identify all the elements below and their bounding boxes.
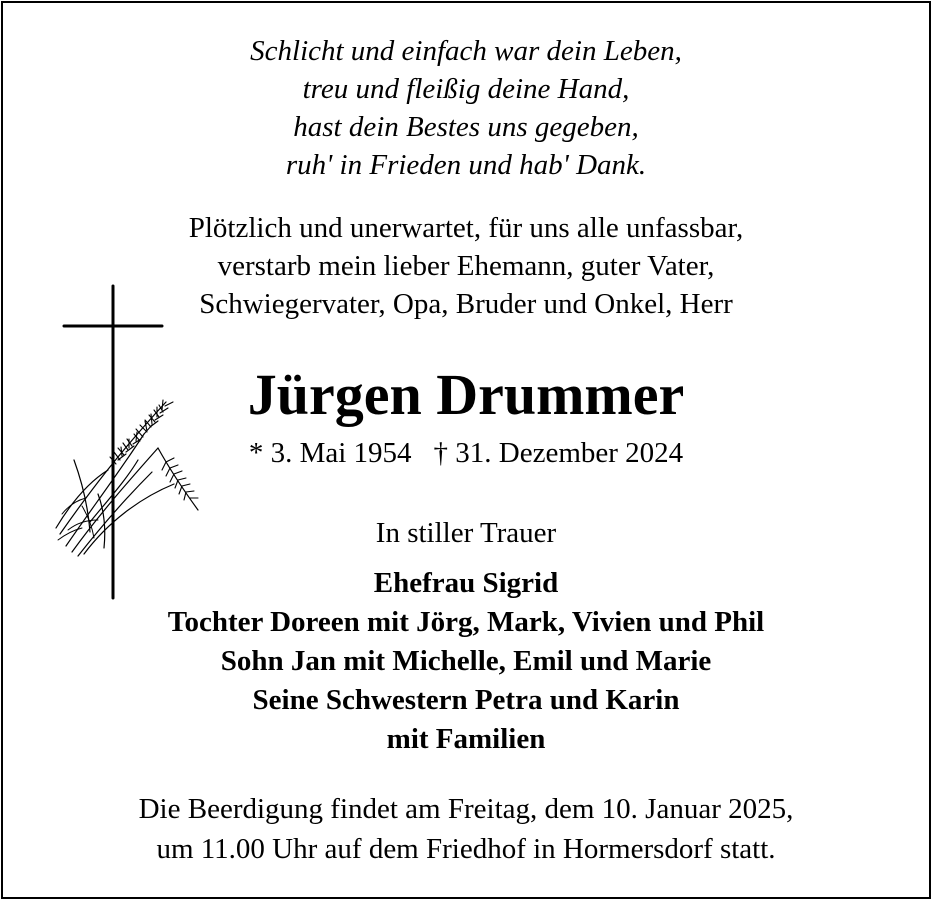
mourner-line: Tochter Doreen mit Jörg, Mark, Vivien und Phil xyxy=(167,606,765,638)
mourner-line: Seine Schwestern Petra und Karin xyxy=(252,684,680,716)
mourners-list xyxy=(0,564,932,759)
announcement-line: verstarb mein lieber Ehemann, guter Vater, xyxy=(217,250,715,282)
announcement-line: Plötzlich und unerwartet, für uns alle unfassbar, xyxy=(188,212,744,244)
verse-line: Schlicht und einfach war dein Leben, xyxy=(250,35,682,67)
mourner-line: mit Familien xyxy=(386,723,546,755)
deceased-name: Jürgen Drummer xyxy=(247,362,685,427)
memorial-verse xyxy=(0,32,932,184)
announcement-line: Schwiegervater, Opa, Bruder und Onkel, Herr xyxy=(199,288,733,320)
verse-line: hast dein Bestes uns gegeben, xyxy=(293,111,639,143)
funeral-line: um 11.00 Uhr auf dem Friedhof in Hormersdorf statt. xyxy=(156,833,776,865)
birth-date: * 3. Mai 1954 xyxy=(248,437,412,469)
funeral-line: Die Beerdigung findet am Freitag, dem 10. Januar 2025, xyxy=(138,793,794,825)
mourner-line: Ehefrau Sigrid xyxy=(373,567,559,599)
mourning-phrase: In stiller Trauer xyxy=(375,517,557,549)
life-dates xyxy=(0,433,932,473)
verse-line: ruh' in Frieden und hab' Dank. xyxy=(285,149,647,181)
death-date: † 31. Dezember 2024 xyxy=(433,437,684,469)
funeral-info xyxy=(0,789,932,869)
verse-line: treu und fleißig deine Hand, xyxy=(302,73,630,105)
mourner-line: Sohn Jan mit Michelle, Emil und Marie xyxy=(220,645,712,677)
